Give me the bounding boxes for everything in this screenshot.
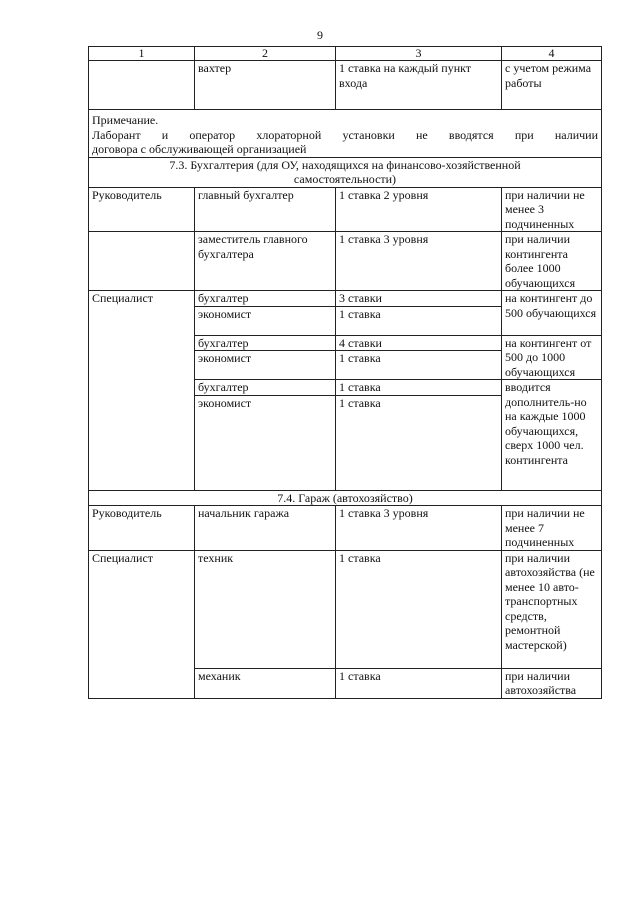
note-cell: вводится дополнитель-но на каждые 1000 обучающихся, сверх 1000 чел. контингента xyxy=(502,380,602,491)
position-cell: техник xyxy=(195,550,336,668)
position-cell: бухгалтер xyxy=(195,291,336,307)
note-cell: при наличии не менее 3 подчиненных xyxy=(502,187,602,232)
rate-cell: 1 ставка xyxy=(336,351,502,380)
rate-cell: 1 ставка 2 уровня xyxy=(336,187,502,232)
header-row xyxy=(89,47,602,61)
rate-cell: 1 ставка xyxy=(336,306,502,335)
section-row xyxy=(89,157,602,187)
position-cell: заместитель главного бухгалтера xyxy=(195,232,336,291)
rate-cell: 3 ставки xyxy=(336,291,502,307)
position-cell: экономист xyxy=(195,351,336,380)
note-block xyxy=(89,110,602,158)
position-cell: механик xyxy=(195,668,336,698)
group-cell-empty xyxy=(89,232,195,291)
position-cell: экономист xyxy=(195,395,336,490)
section-title-7-3: 7.3. Бухгалтерия (для ОУ, находящихся на финансово-хозяйственной самостоятельности) xyxy=(89,157,602,187)
header-col-3: 3 xyxy=(336,47,502,61)
note-cell: на контингент до 500 обучающихся xyxy=(502,291,602,336)
note-cell: при наличии автохозяйства xyxy=(502,668,602,698)
note-cell: при наличии автохозяйства (не менее 10 авто-транспортных средств, ремонтной мастерской) xyxy=(502,550,602,668)
header-col-1: 1 xyxy=(89,47,195,61)
table-row xyxy=(89,550,602,668)
group-cell: Руководитель xyxy=(89,187,195,232)
note-cell: на контингент от 500 до 1000 обучающихся xyxy=(502,335,602,380)
table-row xyxy=(89,187,602,232)
position-cell: бухгалтер xyxy=(195,380,336,396)
group-cell: Руководитель xyxy=(89,506,195,551)
note-row xyxy=(89,110,602,158)
note-cell: с учетом режима работы xyxy=(502,61,602,110)
table-row xyxy=(89,232,602,291)
note-cell: при наличии контингента более 1000 обучающихся xyxy=(502,232,602,291)
header-col-4: 4 xyxy=(502,47,602,61)
group-cell-empty xyxy=(89,61,195,110)
position-cell: начальник гаража xyxy=(195,506,336,551)
rate-cell: 1 ставка 3 уровня xyxy=(336,232,502,291)
rate-cell: 1 ставка xyxy=(336,550,502,668)
page-number: 9 xyxy=(317,28,323,42)
note-title: Примечание. xyxy=(92,113,159,127)
position-cell: бухгалтер xyxy=(195,335,336,351)
rate-cell: 1 ставка на каждый пункт входа xyxy=(336,61,502,110)
position-cell: вахтер xyxy=(195,61,336,110)
table-row xyxy=(89,506,602,551)
table-row xyxy=(89,291,602,307)
note-line-1: Лаборант и оператор хлораторной установки не вводятся при наличии xyxy=(92,127,598,142)
rate-cell: 1 ставка 3 уровня xyxy=(336,506,502,551)
rate-cell: 1 ставка xyxy=(336,380,502,396)
section-title-7-4: 7.4. Гараж (автохозяйство) xyxy=(89,490,602,506)
rate-cell: 1 ставка xyxy=(336,668,502,698)
note-cell: при наличии не менее 7 подчиненных xyxy=(502,506,602,551)
section-row xyxy=(89,490,602,506)
rate-cell: 4 ставки xyxy=(336,335,502,351)
note-line-2: договора с обслуживающей организацией xyxy=(92,142,307,156)
group-cell: Специалист xyxy=(89,291,195,491)
table-row xyxy=(89,61,602,110)
rate-cell: 1 ставка xyxy=(336,395,502,490)
position-cell: главный бухгалтер xyxy=(195,187,336,232)
staff-table xyxy=(88,46,602,699)
group-cell: Специалист xyxy=(89,550,195,698)
position-cell: экономист xyxy=(195,306,336,335)
header-col-2: 2 xyxy=(195,47,336,61)
